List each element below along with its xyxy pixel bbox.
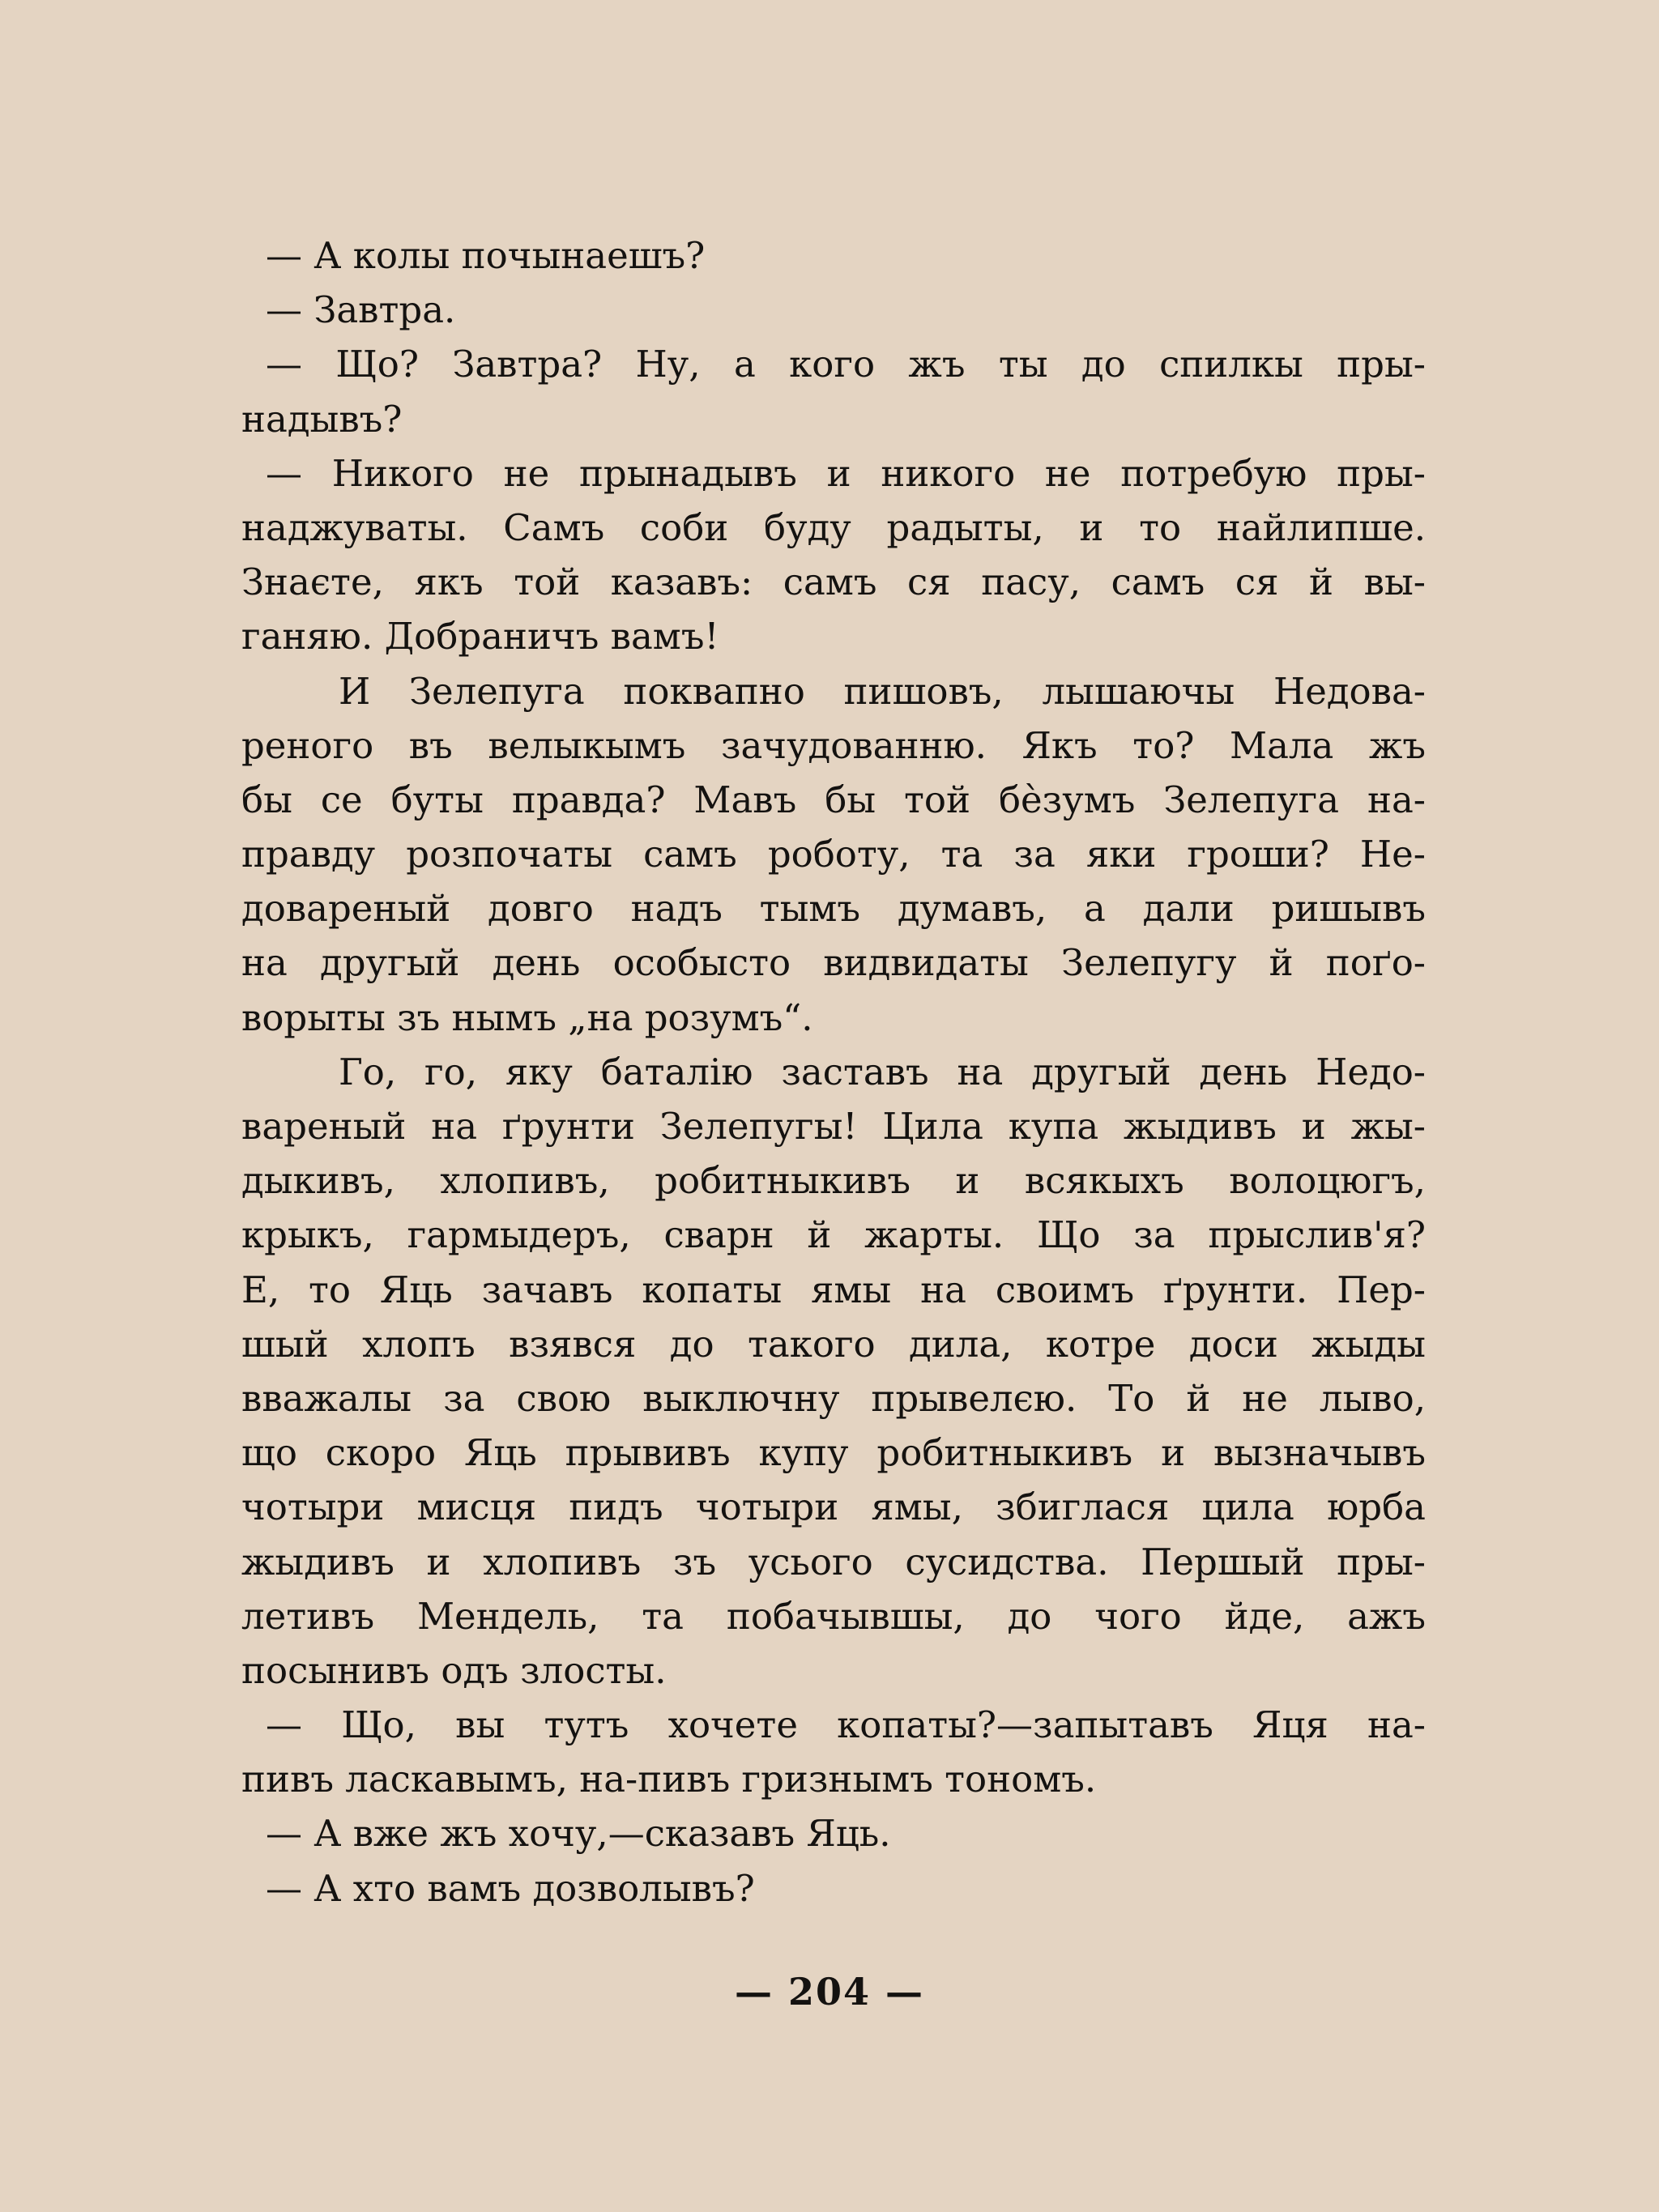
text-line: — Завтра. bbox=[266, 288, 456, 332]
text-line: надывъ? bbox=[241, 397, 403, 441]
text-line: дыкивъ, хлопивъ, робитныкивъ и всякыхъ волоцюгъ, bbox=[241, 1159, 1426, 1203]
text-line: — А хто вамъ дозволывъ? bbox=[266, 1866, 755, 1910]
text-line: на другый день особысто видвидаты Зелепугу й поґо- bbox=[241, 941, 1426, 985]
text-line: — А колы почынаешъ? bbox=[266, 234, 706, 277]
page-text bbox=[241, 228, 1426, 1916]
text-line: правду розпочаты самъ роботу, та за яки гроши? Не- bbox=[241, 833, 1426, 876]
text-line: — А вже жъ хочу,—сказавъ Яць. bbox=[266, 1812, 891, 1856]
text-line: реного въ велыкымъ зачудованню. Якъ то? Мала жъ bbox=[241, 723, 1426, 767]
text-line: довареный довго надъ тымъ думавъ, а дали ришывъ bbox=[241, 887, 1426, 931]
text-line: чотыри мисця пидъ чотыри ямы, збиглася цила юрба bbox=[241, 1485, 1426, 1529]
text-line: Го, го, яку баталію заставъ на другый день Недо- bbox=[339, 1050, 1426, 1093]
text-line: ворыты зъ нымъ „на розумъ“. bbox=[241, 995, 813, 1039]
text-line: вареный на ґрунти Зелепугы! Цила купа жыдивъ и жы- bbox=[241, 1105, 1426, 1148]
text-line: — Що? Завтра? Ну, а кого жъ ты до спилкы пры- bbox=[266, 343, 1426, 386]
text-line: бы се буты правда? Мавъ бы той бѐзумъ Зелепуга на- bbox=[241, 778, 1426, 821]
text-line: шый хлопъ взявся до такого дила, котре доси жыды bbox=[241, 1322, 1426, 1366]
text-line: Знаєте, якъ той казавъ: самъ ся пасу, самъ ся й вы- bbox=[241, 560, 1426, 604]
text-line: посынивъ одъ злосты. bbox=[241, 1648, 667, 1692]
text-line: вважалы за свою выключну прывелєю. То й не лыво, bbox=[241, 1376, 1426, 1420]
text-line: летивъ Мендель, та побачывшы, до чого йде, ажъ bbox=[241, 1594, 1426, 1638]
text-line: И Зелепуга поквапно пишовъ, лышаючы Недова- bbox=[339, 669, 1426, 713]
text-line: — Никого не прынадывъ и никого не потребую пры- bbox=[266, 451, 1426, 495]
text-line: що скоро Яць прывивъ купу робитныкивъ и вызначывъ bbox=[241, 1431, 1426, 1475]
text-line: жыдивъ и хлопивъ зъ усього сусидства. Першый пры- bbox=[241, 1540, 1426, 1583]
text-line: пивъ ласкавымъ, на-пивъ гризнымъ тономъ. bbox=[241, 1758, 1097, 1801]
text-line: ганяю. Добраничъ вамъ! bbox=[241, 615, 719, 658]
text-line: наджуваты. Самъ соби буду радыты, и то найлипше. bbox=[241, 505, 1426, 549]
text-line: — Що, вы тутъ хочете копаты?—запытавъ Яця на- bbox=[266, 1703, 1426, 1747]
text-line: Е, то Яць зачавъ копаты ямы на своимъ ґрунти. Пер- bbox=[241, 1268, 1426, 1311]
page-number: — 204 — bbox=[734, 1970, 925, 2014]
text-line: крыкъ, гармыдеръ, сварн й жарты. Що за прыслив'я? bbox=[241, 1213, 1426, 1257]
